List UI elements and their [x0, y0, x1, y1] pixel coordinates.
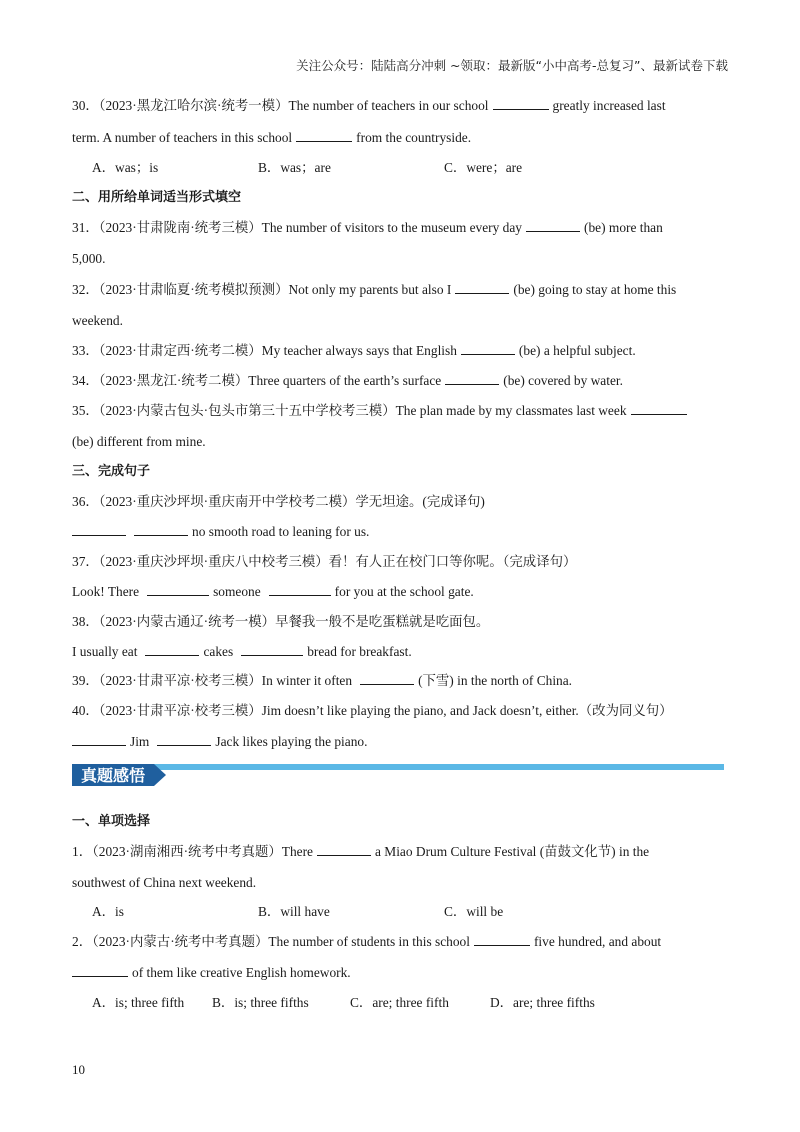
real-question-2-line1: 2．（2023·内蒙古·统考中考真题）The number of students in this school five hundred, and about	[72, 934, 662, 949]
banner-title: 真题感悟	[81, 766, 146, 785]
question-38-prompt: 38．（2023·内蒙古通辽·统考一模）早餐我一般不是吃蛋糕就是吃面包。	[72, 614, 490, 629]
option-c[interactable]: C．are; three fifth	[350, 995, 449, 1010]
real-question-2-options	[92, 994, 595, 1012]
question-35-line1: 35．（2023·内蒙古包头·包头市第三十五中学校考三模）The plan made by my classmates last week	[72, 402, 691, 420]
question-32-line2: weekend.	[72, 313, 123, 328]
answer-blank[interactable]	[72, 964, 128, 977]
answer-blank[interactable]	[631, 402, 687, 415]
question-39: 39．（2023·甘肃平凉·校考三模）In winter it often (下雪) in the north of China.	[72, 673, 573, 688]
answer-blank[interactable]	[134, 523, 188, 536]
answer-blank[interactable]	[526, 219, 580, 232]
option-b[interactable]: B．was；are	[258, 160, 331, 175]
section-title-2: 二、用所给单词适当形式填空	[72, 190, 242, 205]
option-b[interactable]: B．is; three fifths	[212, 995, 309, 1010]
question-30-line1: 30．（2023·黑龙江哈尔滨·统考一模）The number of teachers in our school greatly increased last	[72, 98, 666, 113]
question-35-line2: (be) different from mine.	[72, 434, 206, 449]
question-40-prompt: 40．（2023·甘肃平凉·校考三模）Jim doesn’t like playing the piano, and Jack doesn’t, either.（改为同义句）	[72, 703, 673, 718]
option-a[interactable]: A．is; three fifth	[92, 995, 185, 1010]
real-question-1-line1: 1．（2023·湖南湘西·统考中考真题）There a Miao Drum Culture Festival (苗鼓文化节) in the	[72, 844, 650, 859]
option-a[interactable]: A．was；is	[92, 160, 159, 175]
answer-blank[interactable]	[147, 583, 209, 596]
question-40-answer-line: Jim Jack likes playing the piano.	[72, 733, 367, 751]
section-title-3: 三、完成句子	[72, 464, 151, 479]
answer-blank[interactable]	[72, 523, 126, 536]
option-d[interactable]: D．are; three fifths	[490, 995, 595, 1010]
question-37-prompt: 37．（2023·重庆沙坪坝·重庆八中校考三模）看！有人正在校门口等你呢。（完成译句）	[72, 554, 577, 569]
answer-blank[interactable]	[360, 672, 414, 685]
section-banner	[72, 762, 724, 788]
page-number: 10	[72, 1062, 85, 1077]
real-question-1-line2: southwest of China next weekend.	[72, 875, 257, 890]
question-32-line1: 32．（2023·甘肃临夏·统考模拟预测）Not only my parents but also I (be) going to stay at home this	[72, 282, 677, 297]
answer-blank[interactable]	[455, 281, 509, 294]
banner-graphic	[72, 762, 724, 788]
question-34: 34．（2023·黑龙江·统考二模）Three quarters of the earth’s surface (be) covered by water.	[72, 373, 623, 388]
answer-blank[interactable]	[157, 733, 211, 746]
real-question-2-line2: of them like creative English homework.	[72, 964, 351, 982]
header-note: 关注公众号：陆陆高分冲刺 ~领取：最新版“小中高考-总复习”、最新试卷下载	[296, 58, 728, 73]
question-36-prompt: 36．（2023·重庆沙坪坝·重庆南开中学校考二模）学无坦途。(完成译句)	[72, 494, 485, 509]
option-a[interactable]: A．is	[92, 904, 124, 919]
question-31-line2: 5,000.	[72, 251, 106, 266]
answer-blank[interactable]	[241, 643, 303, 656]
question-33: 33．（2023·甘肃定西·统考二模）My teacher always says that English (be) a helpful subject.	[72, 343, 636, 358]
answer-blank[interactable]	[317, 843, 371, 856]
answer-blank[interactable]	[296, 129, 352, 142]
question-30-options	[92, 159, 522, 177]
option-c[interactable]: C．were；are	[444, 160, 523, 175]
answer-blank[interactable]	[269, 583, 331, 596]
answer-blank[interactable]	[72, 733, 126, 746]
answer-blank[interactable]	[145, 643, 199, 656]
option-c[interactable]: C．will be	[444, 904, 504, 919]
question-30-line2: term. A number of teachers in this school from the countryside.	[72, 130, 472, 145]
question-36-answer-line: no smooth road to leaning for us.	[72, 523, 369, 541]
answer-blank[interactable]	[474, 933, 530, 946]
answer-blank[interactable]	[493, 97, 549, 110]
question-38-answer-line: I usually eat cakes bread for breakfast.	[72, 644, 412, 659]
question-31-line1: 31．（2023·甘肃陇南·统考三模）The number of visitors to the museum every day (be) more than	[72, 220, 663, 235]
question-37-answer-line: Look! There someone for you at the school gate.	[72, 584, 474, 599]
answer-blank[interactable]	[445, 372, 499, 385]
option-b[interactable]: B．will have	[258, 904, 330, 919]
section-title-1b: 一、单项选择	[72, 814, 151, 829]
real-question-1-options	[92, 903, 503, 921]
answer-blank[interactable]	[461, 342, 515, 355]
